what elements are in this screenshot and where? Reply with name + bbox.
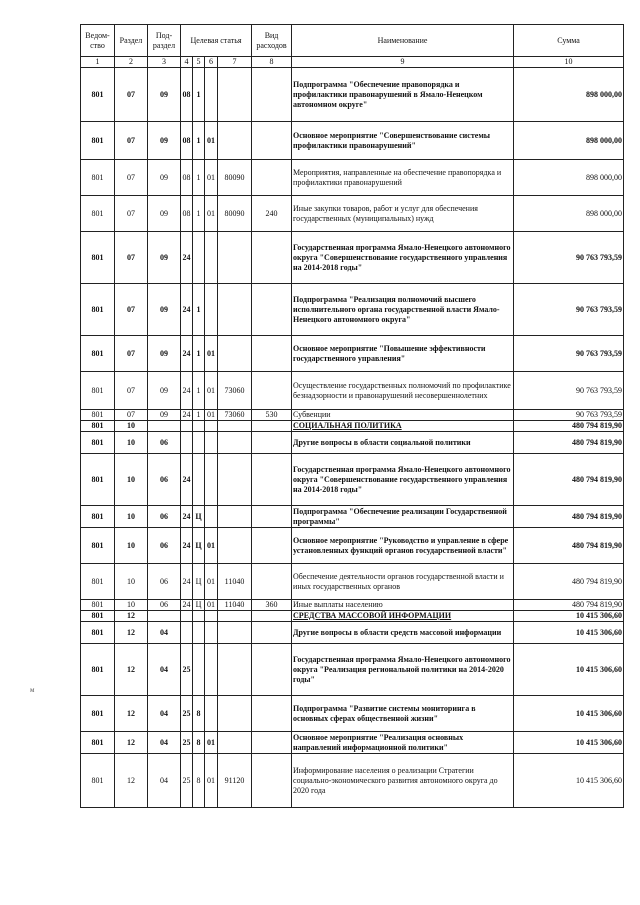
row-summa: 10 415 306,60 (514, 622, 624, 644)
table-row (81, 600, 624, 611)
row-cs-program: 24 (181, 372, 193, 410)
row-cs-subprogram: 1 (193, 284, 205, 336)
row-vedomstvo: 801 (81, 506, 115, 528)
table-row (81, 122, 624, 160)
table-row (81, 622, 624, 644)
row-razdel: 10 (115, 600, 148, 611)
row-cs-subprogram: 1 (193, 160, 205, 196)
row-summa: 480 794 819,90 (514, 506, 624, 528)
row-cs-event (205, 421, 218, 432)
row-cs-event (205, 432, 218, 454)
row-summa: 480 794 819,90 (514, 528, 624, 564)
row-cs-program: 08 (181, 196, 193, 232)
header-vedomstvo: Ведом-ство (81, 25, 115, 57)
row-cs-direction (218, 284, 252, 336)
row-vid-rashodov: 240 (252, 196, 292, 232)
table-row (81, 232, 624, 284)
budget-table (80, 24, 624, 808)
row-naimenovanie: Основное мероприятие "Руководство и управление в сфере установленных функций органов государственной власти" (292, 528, 514, 564)
row-vid-rashodov (252, 732, 292, 754)
row-podrazdel: 09 (148, 284, 181, 336)
row-cs-program: 24 (181, 454, 193, 506)
row-razdel: 12 (115, 696, 148, 732)
header-vid-rashodov: Вид расходов (252, 25, 292, 57)
row-vedomstvo: 801 (81, 232, 115, 284)
row-cs-direction: 91120 (218, 754, 252, 808)
row-cs-event: 01 (205, 336, 218, 372)
row-cs-event (205, 284, 218, 336)
row-vid-rashodov (252, 160, 292, 196)
row-summa: 480 794 819,90 (514, 564, 624, 600)
row-razdel: 07 (115, 284, 148, 336)
row-podrazdel: 04 (148, 644, 181, 696)
col-number: 6 (205, 57, 218, 68)
table-row (81, 336, 624, 372)
row-podrazdel: 09 (148, 372, 181, 410)
row-vid-rashodov (252, 454, 292, 506)
row-summa: 10 415 306,60 (514, 611, 624, 622)
row-podrazdel: 09 (148, 232, 181, 284)
row-summa: 898 000,00 (514, 196, 624, 232)
row-cs-event (205, 622, 218, 644)
row-vid-rashodov (252, 68, 292, 122)
row-naimenovanie: Основное мероприятие "Повышение эффективности государственного управления" (292, 336, 514, 372)
row-naimenovanie: Государственная программа Ямало-Ненецкого автономного округа "Совершенствование государственного управления на 2014-2018 годы" (292, 454, 514, 506)
row-podrazdel: 09 (148, 196, 181, 232)
header-razdel: Раздел (115, 25, 148, 57)
row-cs-direction: 80090 (218, 196, 252, 232)
col-number: 10 (514, 57, 624, 68)
row-vid-rashodov (252, 506, 292, 528)
row-cs-event: 01 (205, 754, 218, 808)
row-razdel: 10 (115, 564, 148, 600)
row-podrazdel (148, 611, 181, 622)
row-cs-program: 08 (181, 122, 193, 160)
table-row (81, 564, 624, 600)
row-razdel: 07 (115, 196, 148, 232)
row-cs-subprogram: 1 (193, 410, 205, 421)
row-summa: 480 794 819,90 (514, 454, 624, 506)
row-summa: 10 415 306,60 (514, 696, 624, 732)
row-cs-event (205, 232, 218, 284)
row-podrazdel: 09 (148, 160, 181, 196)
row-summa: 90 763 793,59 (514, 410, 624, 421)
table-row (81, 372, 624, 410)
row-podrazdel: 09 (148, 68, 181, 122)
row-razdel: 07 (115, 336, 148, 372)
row-cs-subprogram: 1 (193, 68, 205, 122)
row-cs-program: 25 (181, 644, 193, 696)
row-cs-direction (218, 528, 252, 564)
row-podrazdel: 04 (148, 622, 181, 644)
table-row (81, 196, 624, 232)
header-celevaya-statya: Целевая статья (181, 25, 252, 57)
row-summa: 480 794 819,90 (514, 421, 624, 432)
table-row (81, 506, 624, 528)
table-body (81, 68, 624, 808)
row-podrazdel: 09 (148, 410, 181, 421)
row-cs-subprogram: Ц (193, 564, 205, 600)
row-summa: 898 000,00 (514, 160, 624, 196)
row-cs-program (181, 421, 193, 432)
row-cs-event (205, 454, 218, 506)
row-razdel: 12 (115, 732, 148, 754)
row-naimenovanie: Основное мероприятие "Совершенствование системы профилактики правонарушений" (292, 122, 514, 160)
row-vid-rashodov (252, 622, 292, 644)
row-cs-direction: 80090 (218, 160, 252, 196)
row-vedomstvo: 801 (81, 372, 115, 410)
row-summa: 480 794 819,90 (514, 600, 624, 611)
row-cs-subprogram (193, 611, 205, 622)
row-vid-rashodov (252, 696, 292, 732)
row-razdel: 07 (115, 68, 148, 122)
row-podrazdel (148, 421, 181, 432)
col-number: 5 (193, 57, 205, 68)
row-naimenovanie: Подпрограмма "Обеспечение реализации Государственной программы" (292, 506, 514, 528)
row-vedomstvo: 801 (81, 196, 115, 232)
row-cs-program: 24 (181, 506, 193, 528)
row-vid-rashodov (252, 372, 292, 410)
row-summa: 90 763 793,59 (514, 232, 624, 284)
row-cs-subprogram: Ц (193, 600, 205, 611)
table-row (81, 68, 624, 122)
table-row (81, 454, 624, 506)
row-vid-rashodov (252, 754, 292, 808)
row-podrazdel: 06 (148, 600, 181, 611)
table-row (81, 754, 624, 808)
col-number: 8 (252, 57, 292, 68)
row-vid-rashodov (252, 528, 292, 564)
row-summa: 90 763 793,59 (514, 372, 624, 410)
row-vid-rashodov (252, 421, 292, 432)
row-naimenovanie: Субвенции (292, 410, 514, 421)
row-cs-program: 24 (181, 336, 193, 372)
row-naimenovanie: Обеспечение деятельности органов государственной власти и иных государственных органов (292, 564, 514, 600)
row-naimenovanie: Основное мероприятие "Реализация основных направлений информационной политики" (292, 732, 514, 754)
row-razdel: 10 (115, 528, 148, 564)
row-summa: 10 415 306,60 (514, 732, 624, 754)
row-cs-event (205, 506, 218, 528)
row-cs-direction (218, 622, 252, 644)
row-podrazdel: 06 (148, 528, 181, 564)
row-cs-event (205, 644, 218, 696)
row-cs-direction (218, 336, 252, 372)
row-vid-rashodov: 530 (252, 410, 292, 421)
column-number-row (81, 57, 624, 68)
row-cs-direction (218, 421, 252, 432)
col-number: 1 (81, 57, 115, 68)
row-cs-program: 24 (181, 284, 193, 336)
row-cs-program (181, 432, 193, 454)
row-vedomstvo: 801 (81, 600, 115, 611)
row-cs-direction (218, 506, 252, 528)
row-podrazdel: 04 (148, 696, 181, 732)
row-cs-direction: 73060 (218, 410, 252, 421)
margin-mark: м (30, 686, 35, 694)
row-vid-rashodov (252, 122, 292, 160)
row-summa: 898 000,00 (514, 68, 624, 122)
header-podrazdel: Под-раздел (148, 25, 181, 57)
row-vid-rashodov: 360 (252, 600, 292, 611)
header-row (81, 25, 624, 57)
row-razdel: 12 (115, 644, 148, 696)
row-cs-event: 01 (205, 600, 218, 611)
row-naimenovanie: Мероприятия, направленные на обеспечение правопорядка и профилактики правонарушений (292, 160, 514, 196)
row-vedomstvo: 801 (81, 432, 115, 454)
row-vid-rashodov (252, 564, 292, 600)
table-row (81, 528, 624, 564)
row-naimenovanie: Государственная программа Ямало-Ненецкого автономного округа "Реализация региональной политики на 2014-2020 годы" (292, 644, 514, 696)
row-cs-program: 24 (181, 564, 193, 600)
row-vid-rashodov (252, 232, 292, 284)
row-vedomstvo: 801 (81, 611, 115, 622)
row-cs-subprogram: Ц (193, 506, 205, 528)
row-podrazdel: 06 (148, 506, 181, 528)
row-cs-direction (218, 432, 252, 454)
row-summa: 898 000,00 (514, 122, 624, 160)
row-naimenovanie: Информирование населения о реализации Стратегии социально-экономического развития автономного округа до 2020 года (292, 754, 514, 808)
row-cs-direction (218, 644, 252, 696)
row-cs-program: 24 (181, 232, 193, 284)
col-number: 2 (115, 57, 148, 68)
table-row (81, 410, 624, 421)
row-cs-direction: 73060 (218, 372, 252, 410)
row-cs-program: 08 (181, 160, 193, 196)
row-razdel: 07 (115, 372, 148, 410)
row-cs-direction (218, 454, 252, 506)
row-naimenovanie: Подпрограмма "Обеспечение правопорядка и профилактики правонарушений в Ямало-Ненецком автономном округе" (292, 68, 514, 122)
row-cs-direction (218, 122, 252, 160)
row-summa: 480 794 819,90 (514, 432, 624, 454)
row-cs-subprogram (193, 421, 205, 432)
row-cs-program: 25 (181, 732, 193, 754)
row-cs-subprogram: 8 (193, 754, 205, 808)
row-cs-subprogram: 1 (193, 196, 205, 232)
row-cs-event: 01 (205, 528, 218, 564)
row-cs-program: 24 (181, 528, 193, 564)
row-cs-program (181, 611, 193, 622)
row-naimenovanie: Иные выплаты населению (292, 600, 514, 611)
row-vid-rashodov (252, 336, 292, 372)
row-cs-program: 24 (182, 410, 191, 419)
row-cs-direction: 11040 (218, 600, 252, 611)
row-razdel: 10 (115, 454, 148, 506)
row-vedomstvo: 801 (81, 454, 115, 506)
table-row (81, 421, 624, 432)
row-cs-subprogram: 1 (193, 372, 205, 410)
row-vedomstvo: 801 (81, 564, 115, 600)
row-cs-program: 08 (181, 68, 193, 122)
col-number: 4 (181, 57, 193, 68)
row-cs-direction (218, 732, 252, 754)
row-vedomstvo: 801 (81, 644, 115, 696)
table-row (81, 432, 624, 454)
row-razdel: 12 (115, 622, 148, 644)
row-podrazdel: 04 (148, 754, 181, 808)
row-cs-subprogram: 1 (193, 122, 205, 160)
row-cs-direction (218, 68, 252, 122)
row-vedomstvo: 801 (81, 410, 115, 421)
row-razdel: 07 (115, 410, 148, 421)
row-naimenovanie: Другие вопросы в области социальной политики (292, 432, 514, 454)
row-podrazdel: 06 (148, 432, 181, 454)
row-cs-subprogram (193, 622, 205, 644)
row-vedomstvo: 801 (81, 696, 115, 732)
row-vedomstvo: 801 (81, 160, 115, 196)
row-vedomstvo: 801 (81, 336, 115, 372)
row-cs-event: 01 (205, 196, 218, 232)
col-number: 3 (148, 57, 181, 68)
row-cs-program: 25 (181, 754, 193, 808)
row-cs-subprogram (193, 232, 205, 284)
row-naimenovanie: Подпрограмма "Развитие системы мониторинга в основных сферах общественной жизни" (292, 696, 514, 732)
row-razdel: 12 (115, 754, 148, 808)
table-row (81, 611, 624, 622)
row-vedomstvo: 801 (81, 528, 115, 564)
row-razdel: 10 (115, 432, 148, 454)
row-cs-program: 24 (182, 600, 191, 609)
row-podrazdel: 04 (148, 732, 181, 754)
row-cs-subprogram: Ц (193, 528, 205, 564)
row-naimenovanie: Государственная программа Ямало-Ненецкого автономного округа "Совершенствование государственного управления на 2014-2018 годы" (292, 232, 514, 284)
col-number: 9 (292, 57, 514, 68)
row-razdel: 10 (115, 421, 148, 432)
row-cs-subprogram (193, 432, 205, 454)
row-naimenovanie: СОЦИАЛЬНАЯ ПОЛИТИКА (292, 421, 514, 432)
row-naimenovanie: Другие вопросы в области средств массовой информации (292, 622, 514, 644)
row-vedomstvo: 801 (81, 122, 115, 160)
table-row (81, 696, 624, 732)
row-cs-event: 01 (205, 160, 218, 196)
row-naimenovanie: Осуществление государственных полномочий по профилактике безнадзорности и правонарушений несовершеннолетних (292, 372, 514, 410)
row-cs-event (205, 696, 218, 732)
row-razdel: 07 (115, 232, 148, 284)
row-podrazdel: 06 (148, 454, 181, 506)
row-vid-rashodov (252, 644, 292, 696)
row-naimenovanie: Иные закупки товаров, работ и услуг для обеспечения государственных (муниципальных) нужд (292, 196, 514, 232)
row-razdel: 07 (115, 160, 148, 196)
row-cs-subprogram (193, 454, 205, 506)
row-cs-event: 01 (205, 372, 218, 410)
row-cs-program: 25 (181, 696, 193, 732)
row-vedomstvo: 801 (81, 284, 115, 336)
header-naimenovanie: Наименование (292, 25, 514, 57)
row-vid-rashodov (252, 432, 292, 454)
row-cs-subprogram (193, 644, 205, 696)
row-podrazdel: 06 (148, 564, 181, 600)
row-cs-event: 01 (205, 410, 218, 421)
row-vedomstvo: 801 (81, 421, 115, 432)
row-cs-direction: 11040 (218, 564, 252, 600)
row-razdel: 12 (115, 611, 148, 622)
row-razdel: 10 (115, 506, 148, 528)
col-number: 7 (218, 57, 252, 68)
row-cs-direction (218, 696, 252, 732)
table-row (81, 732, 624, 754)
row-vedomstvo: 801 (81, 622, 115, 644)
table-row (81, 644, 624, 696)
row-summa: 90 763 793,59 (514, 284, 624, 336)
row-naimenovanie: Подпрограмма "Реализация полномочий высшего исполнительного органа государственной власти Ямало-Ненецкого автономного округа" (292, 284, 514, 336)
row-cs-direction (218, 232, 252, 284)
row-cs-program (181, 622, 193, 644)
row-vedomstvo: 801 (81, 68, 115, 122)
table-row (81, 160, 624, 196)
header-summa: Сумма (514, 25, 624, 57)
row-vid-rashodov (252, 284, 292, 336)
table-row (81, 284, 624, 336)
row-podrazdel: 09 (148, 122, 181, 160)
row-summa: 10 415 306,60 (514, 644, 624, 696)
row-vid-rashodov (252, 611, 292, 622)
row-cs-subprogram: 8 (193, 732, 205, 754)
row-cs-subprogram: 1 (193, 336, 205, 372)
row-cs-subprogram: 8 (193, 696, 205, 732)
row-cs-event: 01 (205, 564, 218, 600)
row-podrazdel: 09 (148, 336, 181, 372)
row-summa: 90 763 793,59 (514, 336, 624, 372)
row-vedomstvo: 801 (81, 732, 115, 754)
row-cs-direction (218, 611, 252, 622)
row-cs-event (205, 611, 218, 622)
row-cs-event: 01 (205, 122, 218, 160)
row-razdel: 07 (115, 122, 148, 160)
row-naimenovanie: СРЕДСТВА МАССОВОЙ ИНФОРМАЦИИ (292, 611, 514, 622)
row-cs-event (205, 68, 218, 122)
row-vedomstvo: 801 (81, 754, 115, 808)
row-summa: 10 415 306,60 (514, 754, 624, 808)
row-cs-event: 01 (205, 732, 218, 754)
